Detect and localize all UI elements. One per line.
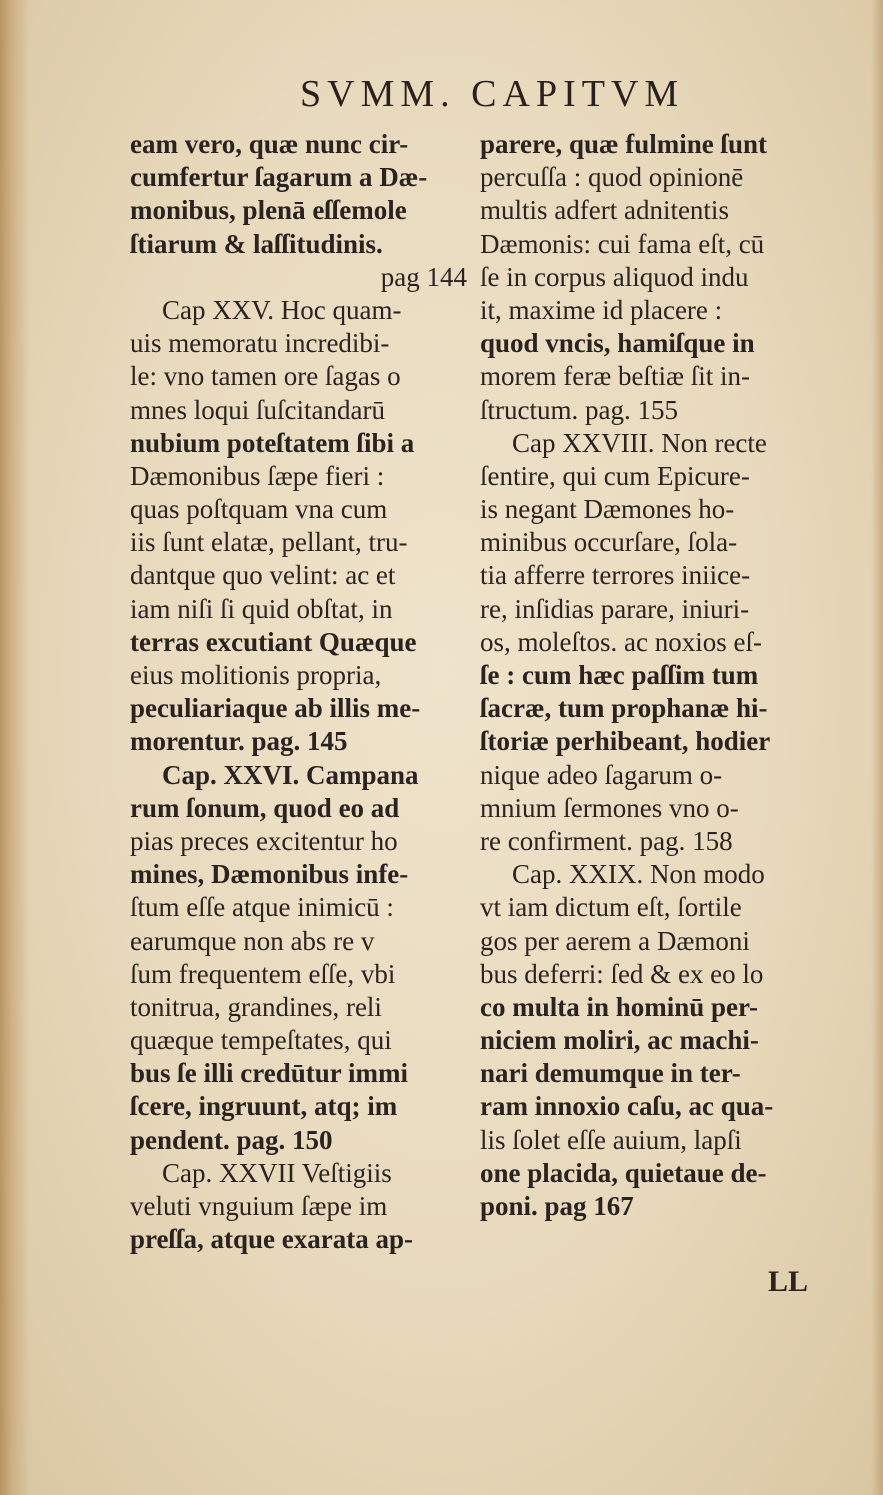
text-line: ſcere, ingruunt, atq; im	[130, 1091, 398, 1122]
text-line: dantque quo velint: ac et	[130, 560, 396, 591]
text-line: bus ſe illi credūtur immi	[130, 1058, 409, 1089]
text-line: veluti vnguium ſæpe im	[130, 1191, 388, 1221]
text-line: tonitrua, grandines, reli	[130, 991, 382, 1022]
text-line: eius molitionis propria,	[130, 660, 382, 690]
text-line: preſſa, atque exarata ap-	[130, 1224, 413, 1255]
text-line: terras excutiant Quæque	[130, 626, 417, 657]
text-line: lis ſolet eſſe auium, lapſi	[480, 1124, 742, 1155]
text-line: le: vno tamen ore ſagas o	[130, 361, 401, 392]
text-line: ſe : cum hæc paſſim tum	[480, 660, 759, 690]
text-line: monibus, plenā eſſemole	[130, 195, 407, 226]
text-line-with-page-reference: poni. pag 167	[480, 1191, 634, 1221]
text-line: co multa in hominū per-	[480, 991, 759, 1022]
text-line: minibus occurſare, ſola-	[480, 527, 738, 558]
text-line: ram innoxio caſu, ac qua-	[480, 1091, 774, 1122]
text-line: niciem moliri, ac machi-	[480, 1025, 759, 1056]
chapter-heading: Cap. XXVII Veſtigiis	[162, 1157, 392, 1188]
text-line: quod vncis, hamiſque in	[480, 328, 755, 359]
text-line: peculiariaque ab illis me-	[130, 693, 421, 724]
text-line: mnes loqui ſuſcitandarū	[130, 394, 385, 425]
text-line: parere, quæ fulmine ſunt	[480, 129, 768, 159]
text-line: iis ſunt elatæ, pellant, tru-	[130, 527, 408, 558]
text-line: percuſſa : quod opinionē	[480, 162, 744, 193]
text-line: rum ſonum, quod eo ad	[130, 792, 400, 823]
text-line: is negant Dæmones ho-	[480, 494, 735, 525]
text-line: ſum frequentem eſſe, vbi	[130, 958, 396, 989]
text-line: vt iam dictum eſt, ſortile	[480, 892, 742, 923]
text-line: gos per aerem a Dæmoni	[480, 925, 750, 956]
chapter-heading: Cap. XXVI. Campana	[162, 759, 419, 790]
text-line: ſe in corpus aliquod indu	[480, 261, 749, 292]
chapter-heading: Cap XXVIII. Non recte	[512, 427, 767, 458]
text-line: eam vero, quæ nunc cir-	[130, 129, 409, 159]
text-line: one placida, quietaue de-	[480, 1157, 767, 1188]
running-header: SVMM. CAPITVM	[300, 73, 685, 115]
chapter-heading: Cap. XXIX. Non modo	[512, 859, 765, 890]
text-line: multis adfert adnitentis	[480, 195, 729, 226]
text-line-with-page-reference: re confirment. pag. 158	[480, 825, 733, 856]
text-line: mines, Dæmonibus infe-	[130, 859, 409, 890]
text-line: mnium ſermones vno o-	[480, 792, 739, 823]
text-line: ſacræ, tum prophanæ hi-	[480, 693, 768, 724]
text-line: it, maxime id placere :	[480, 294, 723, 325]
text-line: ſentire, qui cum Epicure-	[480, 460, 750, 491]
text-line: uis memoratu incredibi-	[130, 328, 390, 359]
text-line: Dæmonis: cui fama eſt, cū	[480, 228, 765, 259]
text-line-with-page-reference: ſtructum. pag. 155	[480, 394, 678, 425]
text-line: quæque tempeſtates, qui	[130, 1025, 392, 1056]
chapter-heading: Cap XXV. Hoc quam-	[162, 294, 402, 325]
text-line: nique adeo ſagarum o-	[480, 759, 723, 790]
text-line: iam niſi ſi quid obſtat, in	[130, 593, 393, 624]
text-line: quas poſtquam vna cum	[130, 494, 388, 525]
text-line: pias preces excitentur ho	[130, 825, 398, 856]
text-line: earumque non abs re v	[130, 925, 375, 956]
right-column	[480, 128, 825, 1223]
text-line: nubium poteſtatem ſibi a	[130, 427, 415, 458]
text-line: Dæmonibus ſæpe fieri :	[130, 460, 385, 491]
text-line: cumfertur ſagarum a Dæ-	[130, 162, 428, 193]
text-line: os, moleſtos. ac noxios eſ-	[480, 626, 762, 657]
text-line: tia afferre terrores iniice-	[480, 560, 751, 591]
text-line-with-page-reference: morentur. pag. 145	[130, 726, 348, 757]
left-column	[130, 128, 475, 1256]
text-line: ſtum eſſe atque inimicū :	[130, 892, 394, 923]
text-line: re, inſidias parare, iniuri-	[480, 593, 750, 624]
text-line: morem feræ beſtiæ ſit in-	[480, 361, 750, 392]
text-line: bus deferri: ſed & ex eo lo	[480, 958, 764, 989]
text-line: nari demumque in ter-	[480, 1058, 741, 1089]
text-line-with-page-reference: pendent. pag. 150	[130, 1124, 333, 1155]
text-line: ſtoriæ perhibeant, hodier	[480, 726, 771, 757]
page-reference: pag 144	[380, 261, 467, 292]
catchword: LL	[768, 1265, 809, 1298]
text-line: ſtiarum & laſſitudinis.	[130, 228, 383, 259]
